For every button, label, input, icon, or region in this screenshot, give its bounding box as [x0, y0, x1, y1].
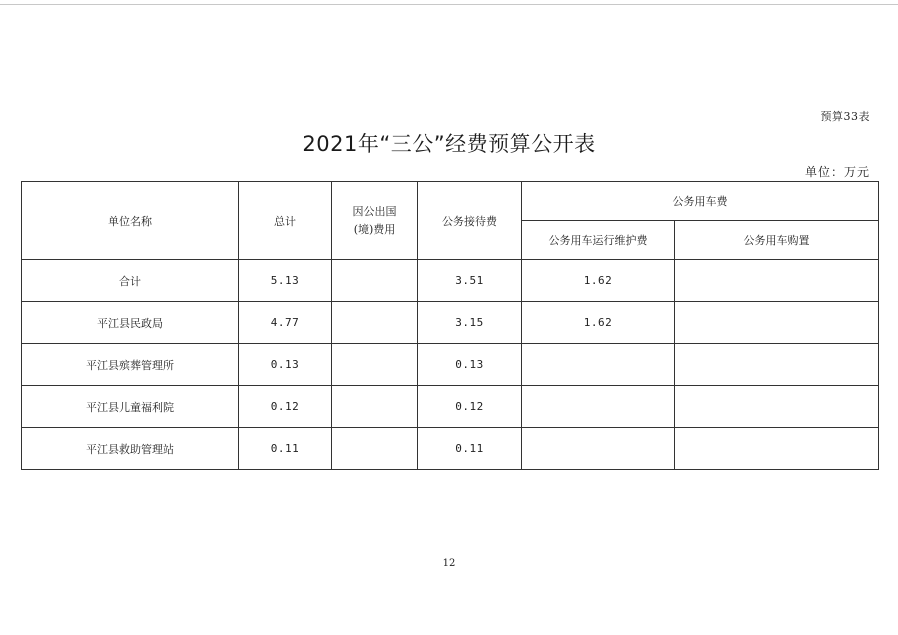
row-reception: 3.15 — [418, 302, 522, 344]
row-unit-name: 平江县儿童福利院 — [22, 386, 239, 428]
row-unit-name: 合计 — [22, 260, 239, 302]
row-total: 0.13 — [239, 344, 332, 386]
header-total: 总计 — [239, 182, 332, 260]
row-vehicle-maintenance: 1.62 — [522, 302, 675, 344]
row-vehicle-maintenance — [522, 344, 675, 386]
header-reception: 公务接待费 — [418, 182, 522, 260]
page-top-border — [0, 4, 898, 5]
page-number: 12 — [442, 558, 456, 569]
header-vehicle-maintenance: 公务用车运行维护费 — [522, 221, 675, 260]
form-number: 预算33表 — [820, 110, 870, 123]
row-total: 5.13 — [239, 260, 332, 302]
table-row — [22, 428, 879, 470]
row-abroad — [332, 302, 418, 344]
table-row — [22, 302, 879, 344]
row-abroad — [332, 344, 418, 386]
row-total: 0.11 — [239, 428, 332, 470]
row-vehicle-maintenance — [522, 428, 675, 470]
row-reception: 3.51 — [418, 260, 522, 302]
header-vehicle-purchase: 公务用车购置 — [675, 221, 879, 260]
row-reception: 0.13 — [418, 344, 522, 386]
row-abroad — [332, 386, 418, 428]
row-vehicle-maintenance — [522, 386, 675, 428]
row-unit-name: 平江县救助管理站 — [22, 428, 239, 470]
row-total: 4.77 — [239, 302, 332, 344]
header-vehicle: 公务用车费 — [522, 182, 879, 221]
row-vehicle-purchase — [675, 386, 879, 428]
row-abroad — [332, 428, 418, 470]
row-vehicle-purchase — [675, 260, 879, 302]
page-title: 2021年“三公”经费预算公开表 — [302, 132, 596, 156]
row-vehicle-purchase — [675, 302, 879, 344]
row-unit-name: 平江县民政局 — [22, 302, 239, 344]
budget-table — [21, 181, 879, 470]
row-total: 0.12 — [239, 386, 332, 428]
unit-label: 单位：万元 — [804, 165, 870, 179]
row-vehicle-purchase — [675, 428, 879, 470]
table-row — [22, 260, 879, 302]
row-abroad — [332, 260, 418, 302]
row-reception: 0.11 — [418, 428, 522, 470]
row-unit-name: 平江县殡葬管理所 — [22, 344, 239, 386]
row-reception: 0.12 — [418, 386, 522, 428]
header-abroad: 因公出国(境)费用 — [332, 182, 418, 260]
table-row — [22, 386, 879, 428]
row-vehicle-purchase — [675, 344, 879, 386]
row-vehicle-maintenance: 1.62 — [522, 260, 675, 302]
table-row — [22, 344, 879, 386]
header-unit-name: 单位名称 — [22, 182, 239, 260]
